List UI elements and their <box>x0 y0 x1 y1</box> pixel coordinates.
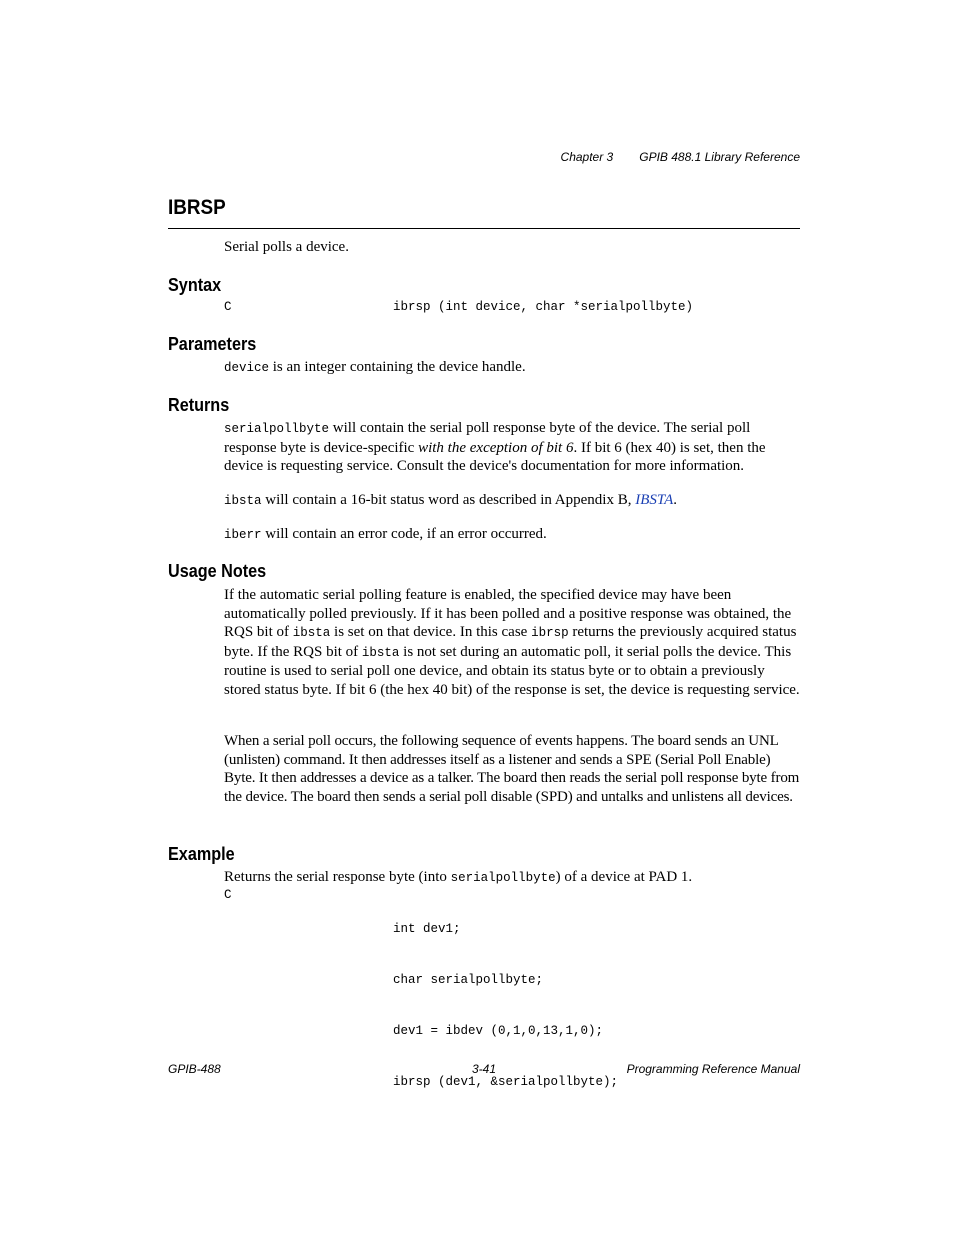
footer-left: GPIB-488 <box>168 1062 221 1076</box>
usage-heading: Usage Notes <box>168 561 267 581</box>
parameters-heading: Parameters <box>168 334 257 354</box>
code-line: char serialpollbyte; <box>393 973 544 987</box>
example-text-b: ) of a device at PAD 1. <box>555 869 693 885</box>
returns-emphasis: with the exception of bit 6 <box>418 439 574 456</box>
ibsta-link[interactable]: IBSTA <box>635 492 674 508</box>
page-title: IBRSP <box>168 196 226 219</box>
usage-para-2: When a serial poll occurs, the following sequence of events happens. The board sends an UNL (unlisten) command. It then addresses itself as a listener and sends a SPE (Serial Poll Enable) Byte. It then addresses a device as a talker. The board then reads the serial poll response byte from the device. The board then sends a serial poll disable (SPD) and untalks and unlistens all devices. <box>224 733 800 805</box>
intro-text: Serial polls a device. <box>224 239 349 255</box>
usage-text-d: is not set during an automatic poll, it serial polls the device. This routine is used to serial poll one device, and obtain its status byte or to obtain a previously stored status byte. If bit 6 (the hex 40 bit) of the response is set, the device is requesting service. <box>224 643 800 698</box>
code-line: ibrsp (dev1, &serialpollbyte); <box>393 1075 619 1089</box>
header-chapter: Chapter 3 <box>560 150 614 164</box>
param-name: device <box>224 361 270 375</box>
returns-text-1a: will contain the serial poll response byte of the device. The serial poll response byte is device-specific <box>224 420 751 456</box>
running-header <box>561 150 800 164</box>
syntax-heading: Syntax <box>168 275 222 295</box>
example-intro <box>224 868 800 888</box>
syntax-lang: C <box>224 300 232 314</box>
footer-right: Programming Reference Manual <box>626 1062 800 1076</box>
usage-para-1 <box>224 586 800 700</box>
code-line: int dev1; <box>393 922 461 936</box>
returns-heading: Returns <box>168 395 230 415</box>
returns-code-3: iberr <box>224 528 262 542</box>
returns-text-1b: . If bit 6 (hex 40) is set, then the device is requesting service. Consult the device's documentation for more information. <box>224 439 766 475</box>
syntax-code: ibrsp (int device, char *serialpollbyte) <box>393 300 694 314</box>
usage-text-c: returns the previously acquired status byte. If the RQS bit of <box>224 624 797 660</box>
usage-text-b: is set on that device. In this case <box>330 624 532 641</box>
returns-text-2b: . <box>673 492 678 508</box>
parameters-text <box>224 358 800 378</box>
returns-text-3a: will contain an error code, if an error occurred. <box>261 526 547 542</box>
header-section: GPIB 488.1 Library Reference <box>639 150 800 164</box>
returns-code-1: serialpollbyte <box>224 422 330 436</box>
usage-code-3: ibsta <box>361 645 400 660</box>
code-line: dev1 = ibdev (0,1,0,13,1,0); <box>393 1024 604 1038</box>
usage-code-1: ibsta <box>292 626 331 641</box>
usage-code-2: ibrsp <box>531 626 569 641</box>
returns-text-2a: will contain a 16-bit status word as described in Appendix B, <box>261 492 636 508</box>
example-text-a: Returns the serial response byte (into <box>224 869 451 885</box>
returns-code-2: ibsta <box>224 494 262 508</box>
returns-para-3 <box>224 525 800 545</box>
example-lang: C <box>224 888 232 902</box>
example-code-inline: serialpollbyte <box>450 871 556 885</box>
example-code-block <box>393 887 618 1108</box>
returns-para-2 <box>224 491 800 511</box>
usage-text-a: If the automatic serial polling feature is enabled, the specified device may have been automatically polled previously. If it has been polled and a positive response was obtained, the RQS bit of <box>224 587 792 641</box>
footer-page-number: 3-41 <box>472 1062 497 1076</box>
returns-para-1 <box>224 419 800 476</box>
param-desc: is an integer containing the device handle. <box>269 359 526 375</box>
title-rule <box>168 228 800 229</box>
example-heading: Example <box>168 844 235 864</box>
